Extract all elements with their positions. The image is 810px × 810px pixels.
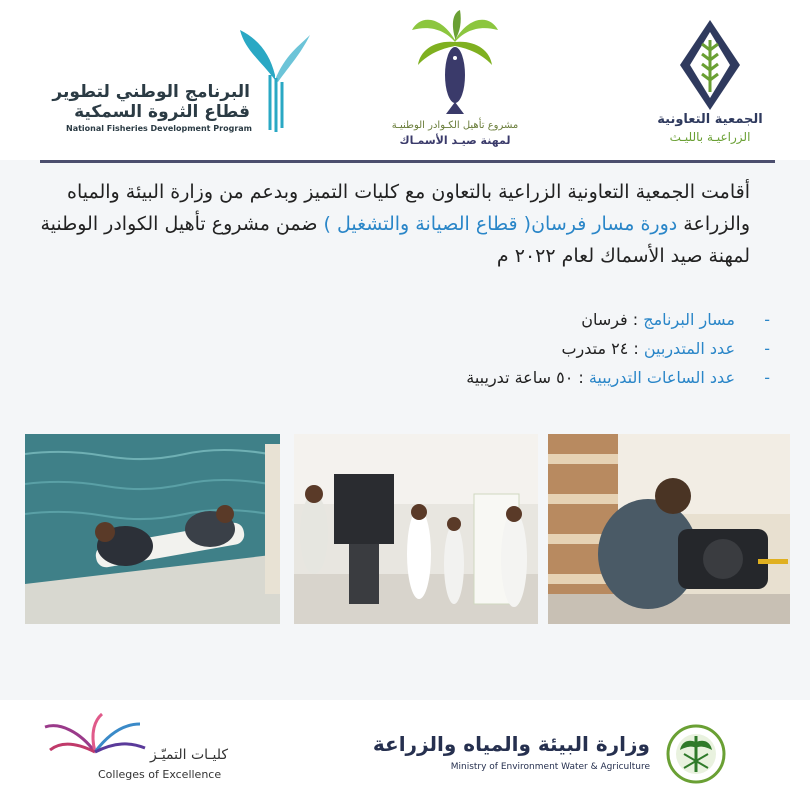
agricultural-coop-logo [650, 20, 770, 150]
fishing-cadres-project-logo [385, 10, 525, 145]
bullet-dash: - [764, 368, 770, 387]
training-photo-engine [548, 434, 790, 624]
training-photo-workshop [294, 434, 538, 624]
bullet-dash: - [764, 339, 770, 358]
fish-tail-icon [240, 20, 310, 140]
details-list [270, 305, 770, 392]
detail-label: مسار البرنامج [643, 310, 735, 329]
ministry-logo [350, 722, 750, 792]
coop-logo-line1: الجمعية التعاونية [657, 112, 763, 127]
list-item [270, 305, 770, 334]
fisheries-logo-line2: قطاع الثروة السمكية [74, 102, 250, 122]
ministry-emblem-icon [666, 724, 726, 784]
bullet-dash: - [764, 310, 770, 329]
palm-fish-icon [410, 10, 500, 115]
intro-text-part2: ضمن مشروع تأهيل الكوادر الوطنية لمهنة صيد الأسماك لعام ٢٠٢٢ م [40, 213, 750, 267]
fisheries-logo-english: National Fisheries Development Program [66, 124, 252, 133]
ministry-arabic-name: وزارة البيئة والمياه والزراعة [372, 732, 650, 756]
palm-logo-line1: مشروع تأهيل الكـوادر الوطنيـة [391, 120, 519, 131]
colleges-of-excellence-logo [40, 712, 260, 792]
detail-label: عدد الساعات التدريبية [588, 368, 735, 387]
detail-value: : فرسان [581, 310, 644, 329]
ministry-english-name: Ministry of Environment Water & Agriculture [450, 762, 650, 772]
fisheries-program-logo [52, 20, 310, 140]
intro-paragraph [30, 176, 750, 272]
header-divider [40, 160, 775, 163]
colleges-english-name: Colleges of Excellence [98, 768, 222, 781]
training-photo-pier [25, 434, 280, 624]
detail-value: : ٥٠ ساعة تدريبية [466, 368, 589, 387]
list-item [270, 363, 770, 392]
coop-logo-line2: الزراعيـة بالليـث [669, 130, 751, 144]
intro-text-part1: أقامت الجمعية التعاونية الزراعية بالتعاون مع كليات التميز وبدعم من وزارة البيئة والمياه والزراعة [67, 181, 750, 235]
detail-label: عدد المتدربين [643, 339, 735, 358]
detail-value: : ٢٤ متدرب [561, 339, 644, 358]
intro-highlight: دورة مسار فرسان( قطاع الصيانة والتشغيل ) [323, 213, 678, 235]
burst-icon [40, 712, 150, 772]
colleges-arabic-name: كليـات التميّـز [150, 747, 229, 763]
palm-logo-line2: لمهنة صيـد الأسمـاك [399, 134, 511, 147]
list-item [270, 334, 770, 363]
wheat-diamond-icon [680, 20, 740, 110]
fisheries-logo-line1: البرنامج الوطني لتطوير [52, 82, 250, 102]
